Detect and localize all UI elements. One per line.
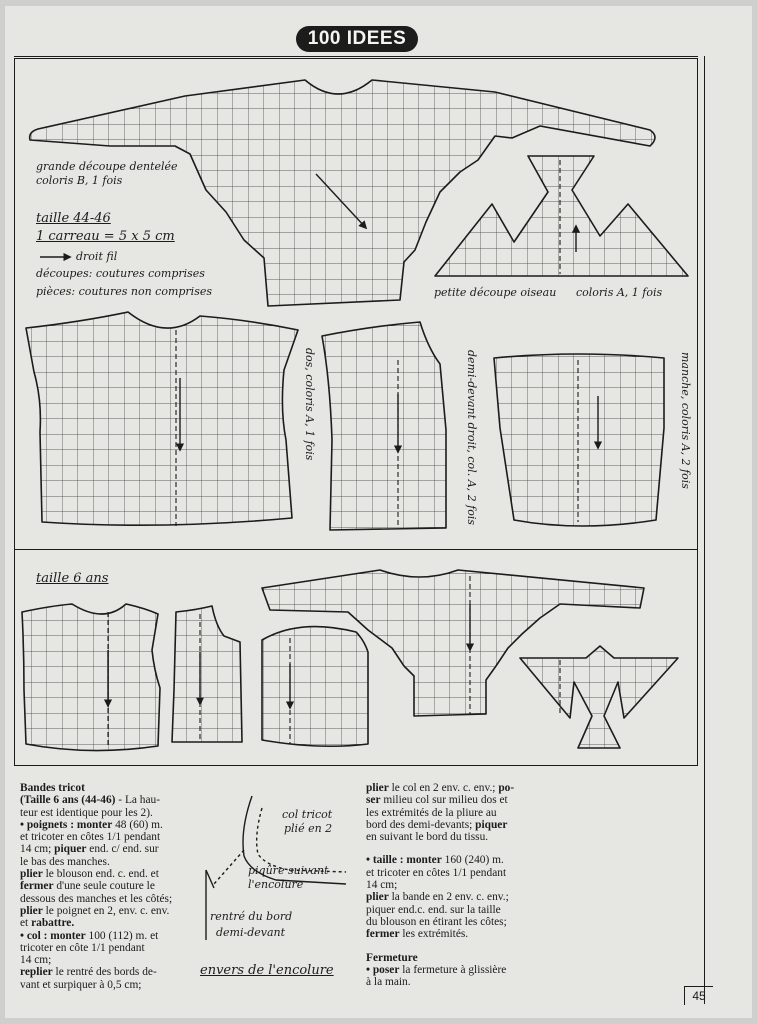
small-oiseau-piece <box>520 646 678 748</box>
instructions-right: plier le col en 2 env. c. env.; po- ser milieu col sur milieu dos et les extrémités de la pliure au bord des demi-devants; piquer en suivant le bord du tissu. • taille : monter 160 (240) m. et tricoter en côtes 1/1 pendant 14 cm; plier la bande en 2 env. c. env.; piquer end.c. end. sur la taille du blouson en étirant les côtes; fermer les extrémités. Fermeture • poser la fermeture à glissière à la main. <box>366 782 515 989</box>
diagram-rentre-2: demi-devant <box>216 926 286 939</box>
diagram-rentre-1: rentré du bord <box>210 910 293 923</box>
dos-piece <box>26 312 298 525</box>
label-oiseau-right: coloris A, 1 fois <box>576 286 663 299</box>
petite-decoupe-oiseau-piece <box>435 156 688 276</box>
diagram-piqure-1: piqûre suivant <box>248 864 329 877</box>
small-dos-piece <box>22 604 160 751</box>
diagram-col-tricot-1: col tricot <box>282 808 333 821</box>
page-number: 45 <box>684 986 713 1005</box>
label-carreau: 1 carreau = 5 x 5 cm <box>36 229 175 244</box>
label-taille-6-ans: taille 6 ans <box>36 571 109 586</box>
label-grande-2: coloris B, 1 fois <box>36 174 123 187</box>
label-taille-44-46: taille 44-46 <box>36 211 111 226</box>
diagram-envers: envers de l'encolure <box>200 963 334 978</box>
label-droit-fil: droit fil <box>76 250 118 263</box>
diagram-piqure-2: l'encolure <box>248 878 304 891</box>
label-grande-1: grande découpe dentelée <box>36 160 178 173</box>
diagram-col-tricot-2: plié en 2 <box>284 822 333 835</box>
label-pieces: pièces: coutures non comprises <box>36 285 212 298</box>
small-manche-piece <box>262 627 368 747</box>
label-demi-devant: demi-devant droit, col. A, 2 fois <box>465 350 478 525</box>
small-demi-devant-piece <box>172 606 242 742</box>
label-decoupes: découpes: coutures comprises <box>36 267 205 280</box>
instructions-title: Bandes tricot <box>20 782 85 794</box>
demi-devant-piece <box>322 322 446 530</box>
instructions-left: Bandes tricot (Taille 6 ans (44-46) - La hau- teur est identique pour les 2). • poignets : monter 48 (60) m. et tricoter en côtes 1/1 pendant 14 cm; piquer end. c/ end. sur le bas des manches. plier le blouson end. c. end. et fermer d'une seule couture le dessous des manches et les côtés; plier le poignet en 2, env. c. env. et rabattre. • col : monter 100 (112) m. et tricoter en côte 1/1 pendant 14 cm; replier le rentré des bords de- vant et surpiquer à 0,5 cm; <box>20 782 173 991</box>
manche-piece <box>494 354 664 526</box>
section-banner: 100 IDEES <box>296 26 418 52</box>
fermeture-title: Fermeture <box>366 951 418 964</box>
label-oiseau-left: petite découpe oiseau <box>434 286 557 299</box>
label-manche: manche, coloris A, 2 fois <box>679 352 692 489</box>
label-dos: dos, coloris A, 1 fois <box>303 348 316 461</box>
